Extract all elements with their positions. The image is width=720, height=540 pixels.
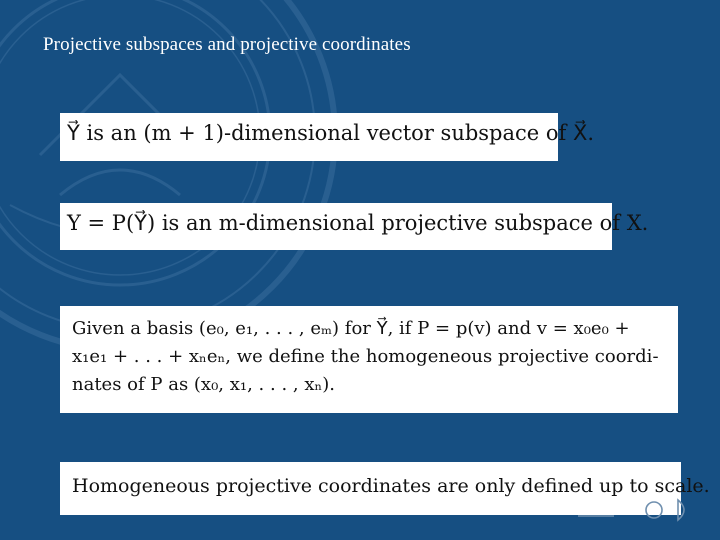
vector-subspace-box — [60, 113, 595, 161]
coordinates-definition-box — [60, 306, 678, 413]
definition-line-2: x₁e₁ + . . . + xₙeₙ, we define the homogeneous projective coordi- — [72, 346, 659, 367]
scale-note-text: Homogeneous projective coordinates are only defined up to scale. — [72, 475, 710, 497]
university-logo-icon — [574, 496, 694, 524]
projective-subspace-box — [60, 203, 649, 250]
vector-subspace-text: Y⃗ is an (m + 1)-dimensional vector subspace of X⃗. — [67, 121, 595, 145]
definition-line-3: nates of P as (x₀, x₁, . . . , xₙ). — [72, 374, 336, 395]
slide-title: Projective subspaces and projective coordinates — [43, 34, 411, 55]
projective-subspace-text: Y = P(Y⃗) is an m-dimensional projective subspace of X. — [67, 211, 649, 235]
definition-line-1: Given a basis (e₀, e₁, . . . , eₘ) for Y⃗, if P = p(v) and v = x₀e₀ + — [72, 318, 630, 339]
